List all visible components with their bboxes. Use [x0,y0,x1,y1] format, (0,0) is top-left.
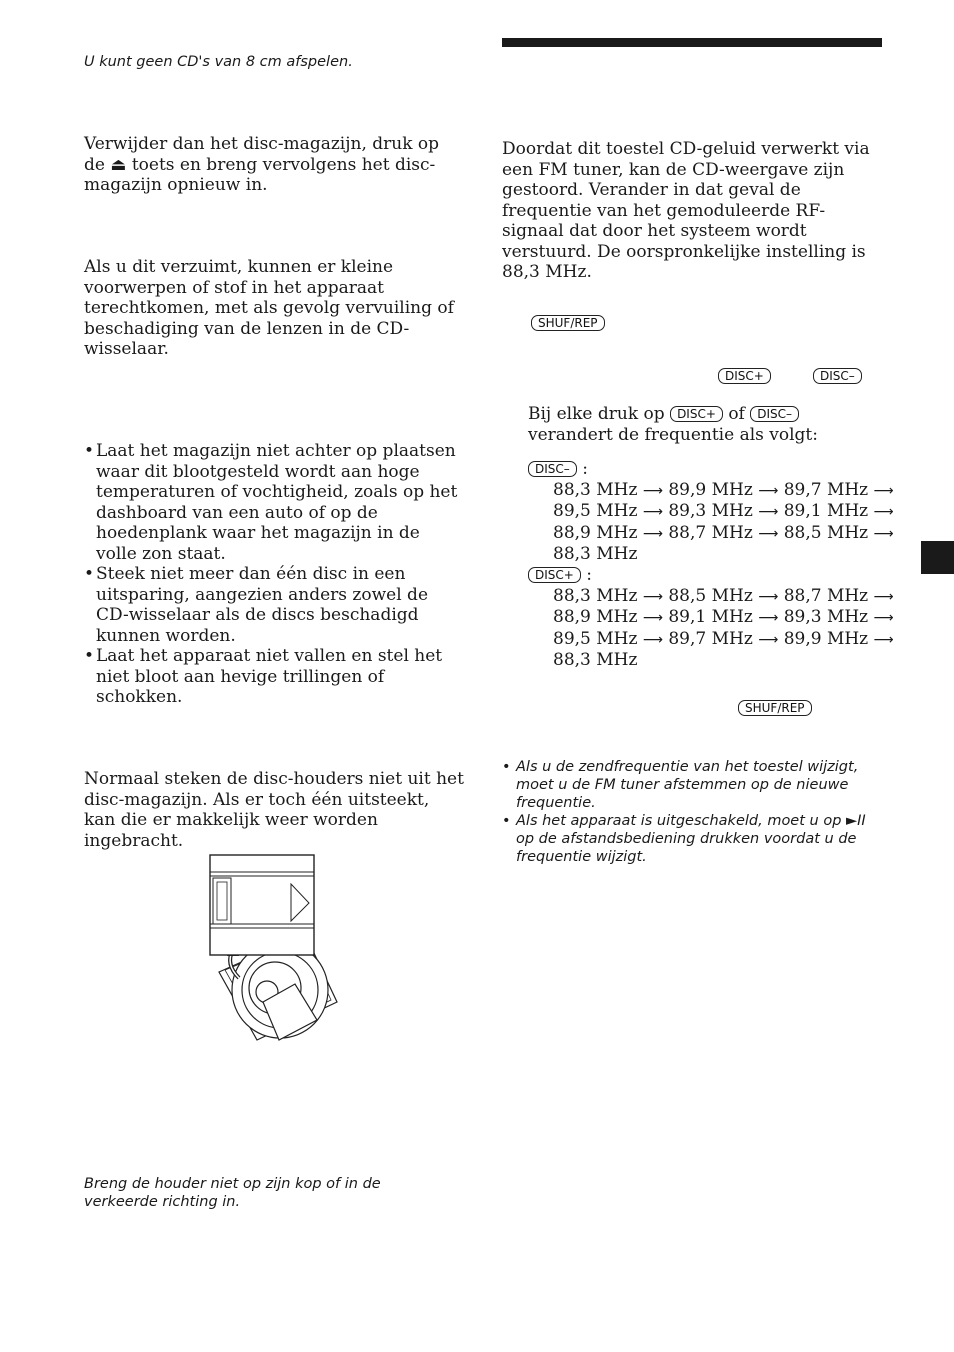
sequence-row: 88,3 MHz ⟶ 88,5 MHz ⟶ 88,7 MHz ⟶ [553,585,894,606]
disc-plus-label: DISC+ [528,567,581,583]
sequence-row: 89,5 MHz ⟶ 89,3 MHz ⟶ 89,1 MHz ⟶ [553,501,894,521]
disc-minus-label: DISC– [528,461,577,477]
disc-minus-sequence [528,459,894,565]
list-item: • Laat het apparaat niet vallen en stel het niet bloot aan hevige trillingen of schokken. [84,646,464,708]
each-press-post: verandert de frequentie als volgt: [528,424,818,445]
each-press-of: of [728,404,745,424]
list-item: • Laat het magazijn niet achter op plaatsen waar dit blootgesteld wordt aan hoge temperaturen of vochtigheid, zoals op het dashboard van een auto of op de hoedenplank waar het magazijn in de volle zon staat. [84,441,464,564]
sequence-row: 88,9 MHz ⟶ 89,1 MHz ⟶ 89,3 MHz ⟶ [553,607,894,627]
paragraph-remove-magazine: Verwijder dan het disc-magazijn, druk op de ⏏ toets en breng vervolgens het disc-magazijn opnieuw in. [84,134,440,195]
disc-plus-button: DISC+ [718,368,771,384]
shuf-rep-button-end: SHUF/REP [738,700,812,716]
note-8cm: U kunt geen CD's van 8 cm afspelen. [84,54,353,70]
sequence-row: 88,3 MHz ⟶ 89,9 MHz ⟶ 89,7 MHz ⟶ [553,479,894,500]
precautions-list [84,441,464,708]
list-item: • Steek niet meer dan één disc in een uitsparing, aangezien anders zowel de CD-wisselaar als de discs beschadigd kunnen worden. [84,564,464,646]
shuf-rep-button: SHUF/REP [531,315,605,331]
colon: : [582,459,588,479]
intro-paragraph: Doordat dit toestel CD-geluid verwerkt via een FM tuner, kan de CD-weergave zijn gestoord. Verander in dat geval de frequentie van het gemoduleerde RF-signaal dat door het systeem wordt verstuurd. De oorspronkelijke instelling is 88,3 MHz. [502,139,870,282]
each-press-text [528,404,888,445]
paragraph-holders: Normaal steken de disc-houders niet uit het disc-magazijn. Als er toch één uitsteekt, kan die er makkelijk weer worden ingebracht. [84,769,464,851]
disc-magazine-illustration [205,852,345,1044]
notes-list [502,758,877,866]
sequence-row: 88,9 MHz ⟶ 88,7 MHz ⟶ 88,5 MHz ⟶ [553,522,894,543]
section-edge-tab [921,541,954,574]
disc-minus-button: DISC– [813,368,862,384]
sequence-row: 89,5 MHz ⟶ 89,7 MHz ⟶ 89,9 MHz ⟶ [553,628,894,649]
sequence-row: 88,3 MHz [553,650,638,670]
list-item: • Als u de zendfrequentie van het toestel wijzigt, moet u de FM tuner afstemmen op de nieuwe frequentie. [502,758,877,812]
sequence-row: 88,3 MHz [553,544,638,564]
disc-minus-button-inline: DISC– [750,406,799,422]
disc-plus-button-inline: DISC+ [670,406,723,422]
section-header-bar [502,38,882,47]
each-press-pre: Bij elke druk op [528,404,665,424]
disc-plus-sequence [528,565,894,671]
paragraph-neglect: Als u dit verzuimt, kunnen er kleine voorwerpen of stof in het apparaat terechtkomen, met als gevolg vervuiling of beschadiging van de lenzen in de CD-wisselaar. [84,257,454,359]
colon: : [586,565,592,585]
list-item: • Als het apparaat is uitgeschakeld, moet u op ►II op de afstandsbediening drukken voordat u de frequentie wijzigt. [502,812,877,866]
note-holder: Breng de houder niet op zijn kop of in de verkeerde richting in. [84,1176,381,1210]
